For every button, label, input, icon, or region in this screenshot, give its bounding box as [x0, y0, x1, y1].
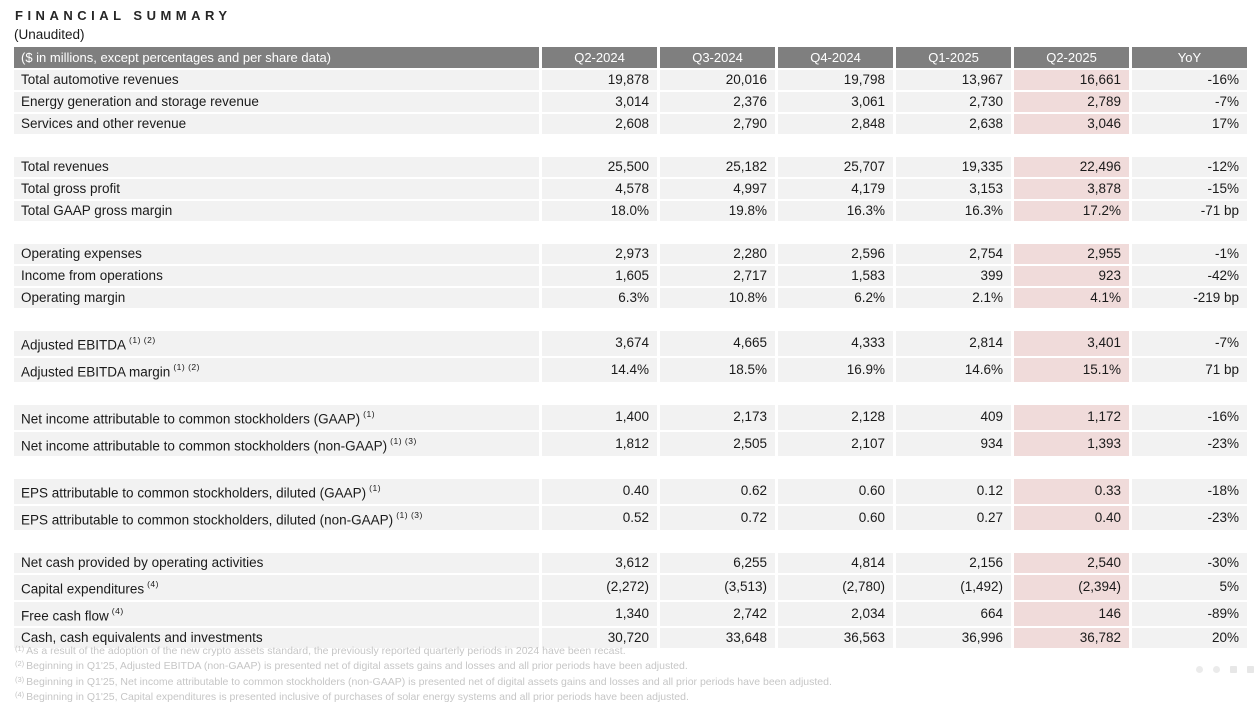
value-cell: 0.12	[896, 479, 1011, 504]
footnote-marker: (2)	[15, 659, 25, 669]
value-cell: 2,376	[660, 92, 775, 112]
nav-square-icon[interactable]	[1230, 666, 1237, 673]
value-cell: 16.9%	[778, 358, 893, 383]
header-col-q2-2025: Q2-2025	[1014, 47, 1129, 68]
table-row	[14, 602, 1247, 627]
yoy-cell: -23%	[1132, 432, 1247, 457]
footnote-reference: (4)	[147, 579, 159, 589]
yoy-cell: -7%	[1132, 331, 1247, 356]
row-label: Total revenues	[21, 159, 109, 174]
table-row	[14, 331, 1247, 356]
value-cell: 25,500	[542, 157, 657, 177]
value-cell: 3,878	[1014, 179, 1129, 199]
row-label: Net cash provided by operating activities	[21, 555, 264, 570]
table-row	[14, 157, 1247, 177]
table-row	[14, 575, 1247, 600]
value-cell: 2.1%	[896, 288, 1011, 308]
row-label: Net income attributable to common stockholders (GAAP)	[21, 411, 361, 427]
value-cell: 2,156	[896, 553, 1011, 573]
section-spacer-row	[14, 458, 1247, 477]
footnote-text: Beginning in Q1'25, Capital expenditures is presented inclusive of purchases of solar energy systems and all prior periods have been adjusted.	[26, 691, 689, 704]
value-cell: 2,505	[660, 432, 775, 457]
row-label: Adjusted EBITDA	[21, 337, 127, 353]
yoy-cell: 20%	[1132, 628, 1247, 648]
row-label: EPS attributable to common stockholders, diluted (non-GAAP)	[21, 512, 394, 527]
value-cell: 16.3%	[778, 201, 893, 221]
yoy-cell: -7%	[1132, 92, 1247, 112]
row-label: Operating expenses	[21, 246, 142, 261]
row-label-cell	[14, 575, 539, 600]
row-label-cell	[14, 331, 539, 356]
yoy-cell: -71 bp	[1132, 201, 1247, 221]
value-cell: 4,665	[660, 331, 775, 356]
row-label-cell	[14, 244, 539, 264]
header-col-yoy: YoY	[1132, 47, 1247, 68]
row-label-cell	[14, 266, 539, 286]
value-cell: 4,179	[778, 179, 893, 199]
value-cell: 36,782	[1014, 628, 1129, 648]
value-cell: 4,578	[542, 179, 657, 199]
section-spacer-row	[14, 223, 1247, 242]
value-cell: 664	[896, 602, 1011, 627]
value-cell: 0.40	[542, 479, 657, 504]
row-label-cell	[14, 92, 539, 112]
table-row	[14, 405, 1247, 430]
value-cell: 2,790	[660, 114, 775, 134]
page-title: FINANCIAL SUMMARY	[15, 8, 232, 23]
value-cell: 6,255	[660, 553, 775, 573]
table-row	[14, 92, 1247, 112]
value-cell: 19.8%	[660, 201, 775, 221]
row-label-cell	[14, 157, 539, 177]
value-cell: 2,955	[1014, 244, 1129, 264]
value-cell: 1,812	[542, 432, 657, 457]
yoy-cell: 17%	[1132, 114, 1247, 134]
table-row	[14, 201, 1247, 221]
row-label-cell	[14, 179, 539, 199]
value-cell: (3,513)	[660, 575, 775, 600]
nav-square-icon[interactable]	[1247, 666, 1254, 673]
value-cell: 0.60	[778, 506, 893, 531]
value-cell: 22,496	[1014, 157, 1129, 177]
yoy-cell: -30%	[1132, 553, 1247, 573]
footnote-text: Beginning in Q1'25, Adjusted EBITDA (non-GAAP) is presented net of digital assets gains and losses and all prior periods have been adjusted.	[26, 660, 688, 673]
footnote	[15, 659, 832, 674]
row-label-cell	[14, 479, 539, 504]
row-label-cell	[14, 201, 539, 221]
table-row	[14, 288, 1247, 308]
value-cell: 6.3%	[542, 288, 657, 308]
row-label-cell	[14, 70, 539, 90]
footnote-marker: (3)	[15, 674, 25, 684]
yoy-cell: 71 bp	[1132, 358, 1247, 383]
value-cell: 30,720	[542, 628, 657, 648]
value-cell: 399	[896, 266, 1011, 286]
footnote-reference: (1) (3)	[390, 435, 417, 446]
section-spacer	[14, 310, 1247, 329]
value-cell: 0.52	[542, 506, 657, 531]
footnote-marker: (1)	[15, 644, 25, 653]
value-cell: 33,648	[660, 628, 775, 648]
value-cell: 20,016	[660, 70, 775, 90]
footnote-marker: (4)	[15, 690, 25, 700]
value-cell: 2,973	[542, 244, 657, 264]
section-spacer	[14, 458, 1247, 477]
value-cell: 409	[896, 405, 1011, 430]
table-row	[14, 432, 1247, 457]
value-cell: 2,173	[660, 405, 775, 430]
value-cell: 36,996	[896, 628, 1011, 648]
value-cell: 1,400	[542, 405, 657, 430]
table-row	[14, 266, 1247, 286]
footnote-reference: (1) (2)	[129, 335, 156, 345]
value-cell: 10.8%	[660, 288, 775, 308]
value-cell: 0.72	[660, 506, 775, 531]
section-spacer	[14, 532, 1247, 551]
row-label-cell	[14, 602, 539, 627]
value-cell: 6.2%	[778, 288, 893, 308]
value-cell: 3,401	[1014, 331, 1129, 356]
section-spacer	[14, 136, 1247, 155]
row-label: Cash, cash equivalents and investments	[21, 630, 263, 645]
table-row	[14, 553, 1247, 573]
value-cell: 25,182	[660, 157, 775, 177]
value-cell: 19,335	[896, 157, 1011, 177]
section-spacer-row	[14, 532, 1247, 551]
value-cell: 18.5%	[660, 358, 775, 383]
header-col-q3-2024: Q3-2024	[660, 47, 775, 68]
footnote-reference: (4)	[111, 605, 124, 616]
value-cell: 2,608	[542, 114, 657, 134]
header-col-q4-2024: Q4-2024	[778, 47, 893, 68]
row-label: Net income attributable to common stockholders (non-GAAP)	[21, 438, 388, 453]
row-label: Total GAAP gross margin	[21, 203, 173, 218]
row-label-cell	[14, 114, 539, 134]
footnotes	[15, 644, 832, 706]
value-cell: 0.62	[660, 479, 775, 504]
value-cell: 3,014	[542, 92, 657, 112]
table-header-row	[14, 47, 1247, 68]
value-cell: 2,814	[896, 331, 1011, 356]
footnote-reference: (1)	[363, 409, 376, 419]
row-label: Total gross profit	[21, 181, 121, 196]
value-cell: 1,605	[542, 266, 657, 286]
footnote	[15, 644, 832, 659]
yoy-cell: -219 bp	[1132, 288, 1247, 308]
value-cell: 1,340	[542, 602, 657, 627]
value-cell: 1,172	[1014, 405, 1129, 430]
value-cell: 1,393	[1014, 432, 1129, 457]
row-label: Free cash flow	[21, 608, 109, 623]
yoy-cell: -16%	[1132, 70, 1247, 90]
header-units-label: ($ in millions, except percentages and per share data)	[14, 47, 539, 68]
value-cell: 4,814	[778, 553, 893, 573]
value-cell: 2,638	[896, 114, 1011, 134]
value-cell: 2,280	[660, 244, 775, 264]
value-cell: 4,997	[660, 179, 775, 199]
value-cell: 923	[1014, 266, 1129, 286]
row-label-cell	[14, 288, 539, 308]
value-cell: 2,717	[660, 266, 775, 286]
value-cell: 2,789	[1014, 92, 1129, 112]
row-label: Energy generation and storage revenue	[21, 94, 259, 109]
nav-dot-icon[interactable]	[1213, 666, 1220, 673]
page-subtitle: (Unaudited)	[14, 27, 85, 42]
value-cell: 13,967	[896, 70, 1011, 90]
footnote-text: As a result of the adoption of the new crypto assets standard, the previously reported quarterly periods in 2024 have been recast.	[26, 645, 626, 657]
yoy-cell: -15%	[1132, 179, 1247, 199]
value-cell: 16.3%	[896, 201, 1011, 221]
value-cell: 14.4%	[542, 358, 657, 383]
section-spacer-row	[14, 310, 1247, 329]
value-cell: 2,107	[778, 432, 893, 457]
yoy-cell: -1%	[1132, 244, 1247, 264]
value-cell: 0.60	[778, 479, 893, 504]
value-cell: 15.1%	[1014, 358, 1129, 383]
value-cell: 3,612	[542, 553, 657, 573]
value-cell: 4.1%	[1014, 288, 1129, 308]
value-cell: 2,128	[778, 405, 893, 430]
footnote	[15, 690, 832, 705]
footnote-reference: (1)	[369, 483, 382, 493]
value-cell: 19,798	[778, 70, 893, 90]
value-cell: 2,034	[778, 602, 893, 627]
value-cell: 3,061	[778, 92, 893, 112]
value-cell: 3,153	[896, 179, 1011, 199]
header-col-q2-2024: Q2-2024	[542, 47, 657, 68]
row-label: EPS attributable to common stockholders, diluted (GAAP)	[21, 485, 367, 501]
value-cell: 2,540	[1014, 553, 1129, 573]
section-spacer	[14, 223, 1247, 242]
yoy-cell: -12%	[1132, 157, 1247, 177]
footnote-reference: (1) (2)	[173, 361, 200, 372]
footnote-reference: (1) (3)	[396, 509, 423, 520]
nav-dot-icon[interactable]	[1196, 666, 1203, 673]
value-cell: 14.6%	[896, 358, 1011, 383]
footnote	[15, 675, 832, 690]
yoy-cell: -16%	[1132, 405, 1247, 430]
value-cell: 17.2%	[1014, 201, 1129, 221]
value-cell: 934	[896, 432, 1011, 457]
table-row	[14, 479, 1247, 504]
yoy-cell: -23%	[1132, 506, 1247, 531]
value-cell: 25,707	[778, 157, 893, 177]
value-cell: 16,661	[1014, 70, 1129, 90]
value-cell: 0.40	[1014, 506, 1129, 531]
value-cell: 3,046	[1014, 114, 1129, 134]
value-cell: 2,742	[660, 602, 775, 627]
yoy-cell: 5%	[1132, 575, 1247, 600]
row-label: Adjusted EBITDA margin	[21, 364, 171, 379]
yoy-cell: -89%	[1132, 602, 1247, 627]
value-cell: 36,563	[778, 628, 893, 648]
value-cell: 2,754	[896, 244, 1011, 264]
table-row	[14, 70, 1247, 90]
value-cell: 19,878	[542, 70, 657, 90]
value-cell: 2,596	[778, 244, 893, 264]
value-cell: 18.0%	[542, 201, 657, 221]
value-cell: 0.33	[1014, 479, 1129, 504]
slide-nav-marks	[1196, 666, 1254, 673]
row-label-cell	[14, 405, 539, 430]
section-spacer-row	[14, 136, 1247, 155]
section-spacer-row	[14, 384, 1247, 403]
header-col-q1-2025: Q1-2025	[896, 47, 1011, 68]
row-label: Income from operations	[21, 268, 163, 283]
yoy-cell: -42%	[1132, 266, 1247, 286]
value-cell: 3,674	[542, 331, 657, 356]
row-label-cell	[14, 553, 539, 573]
value-cell: 2,730	[896, 92, 1011, 112]
row-label-cell	[14, 506, 539, 531]
row-label-cell	[14, 432, 539, 457]
value-cell: 2,848	[778, 114, 893, 134]
value-cell: 0.27	[896, 506, 1011, 531]
table-row	[14, 244, 1247, 264]
table-row	[14, 179, 1247, 199]
yoy-cell: -18%	[1132, 479, 1247, 504]
value-cell: 4,333	[778, 331, 893, 356]
value-cell: (1,492)	[896, 575, 1011, 600]
value-cell: (2,780)	[778, 575, 893, 600]
footnote-text: Beginning in Q1'25, Net income attributable to common stockholders (non-GAAP) is presented net of digital assets gains and losses and all prior periods have been adjusted.	[26, 675, 832, 688]
row-label: Total automotive revenues	[21, 72, 179, 87]
section-spacer	[14, 384, 1247, 403]
row-label-cell	[14, 358, 539, 383]
financial-summary-table	[11, 45, 1250, 650]
value-cell: (2,394)	[1014, 575, 1129, 600]
value-cell: (2,272)	[542, 575, 657, 600]
table-row	[14, 506, 1247, 531]
row-label: Operating margin	[21, 290, 126, 305]
row-label: Capital expenditures	[21, 581, 145, 597]
table-row	[14, 358, 1247, 383]
value-cell: 146	[1014, 602, 1129, 627]
row-label: Services and other revenue	[21, 116, 187, 131]
value-cell: 1,583	[778, 266, 893, 286]
table-row	[14, 114, 1247, 134]
